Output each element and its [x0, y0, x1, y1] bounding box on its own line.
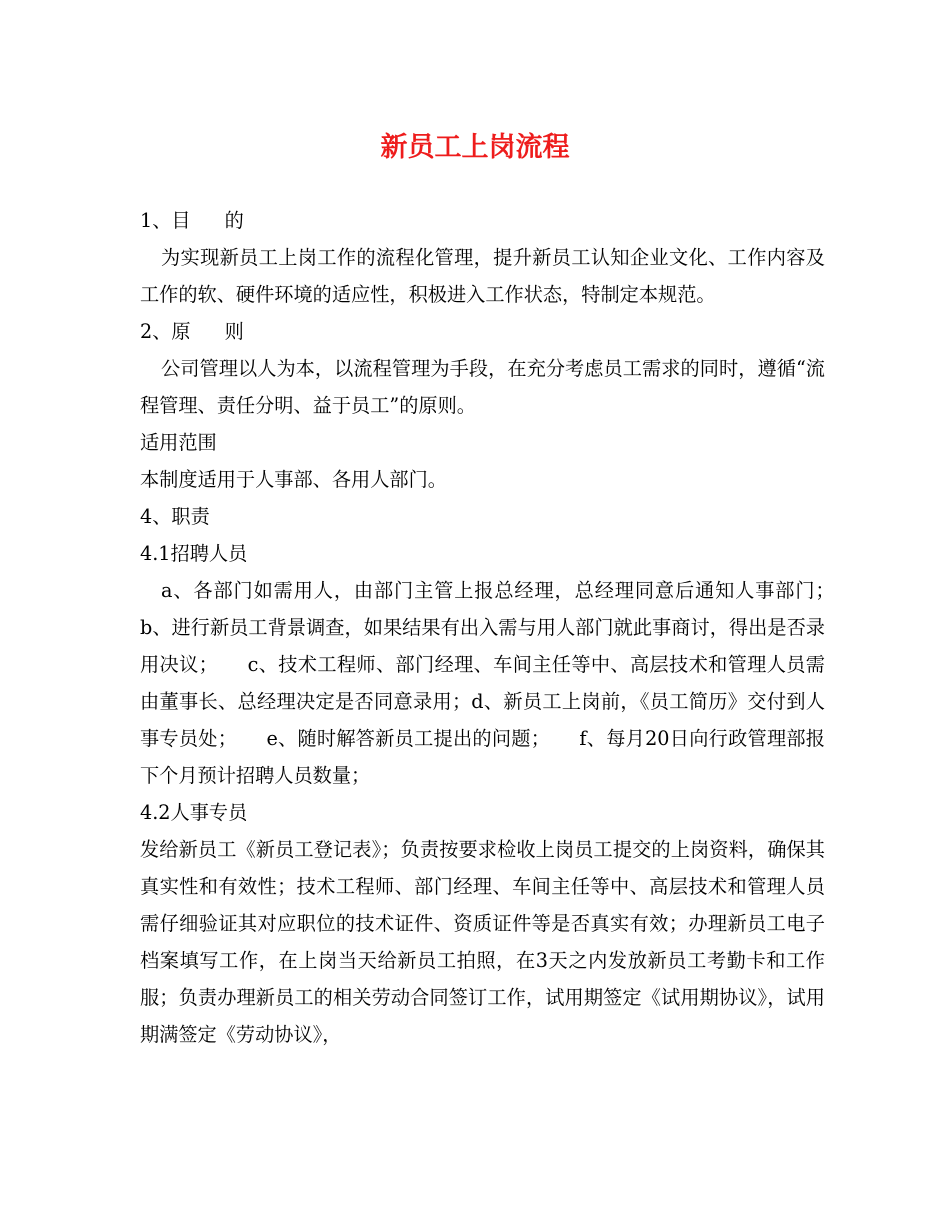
hr-paragraph: 发给新员工《新员工登记表》；负责按要求检收上岗员工提交的上岗资料，确保其真实性和有效性；技术工程师、部门经理、车间主任等中、高层技术和管理人员需仔细验证其对应职位的技术证件、资质证件等是否真实有效；办理新员工电子档案填写工作，在上岗当天给新员工拍照，在3天之内发放新员工考勤卡和工作服；负责办理新员工的相关劳动合同签订工作，试用期签定《试用期协议》，试用期满签定《劳动协议》， — [140, 838, 825, 1046]
recruiter-paragraph: a、各部门如需用人，由部门主管上报总经理，总经理同意后通知人事部门； b、进行新员工背景调查，如果结果有出入需与用人部门就此事商讨，得出是否录用决议； c、技术工程师、部门经理、车间主任等中、高层技术和管理人员需由董事长、总经理决定是否同意录用；d、新员工上岗前，《员工简历》交付到人事专员处； e、随时解答新员工提出的问题； f、每月20日向行政管理部报下个月预计招聘人员数量； — [140, 579, 864, 787]
purpose-heading-number: 1、目 — [140, 209, 191, 232]
principle-heading-word: 则 — [224, 320, 244, 343]
purpose-paragraph: 为实现新员工上岗工作的流程化管理，提升新员工认知企业文化、工作内容及工作的软、硬件环境的适应性，积极进入工作状态，特制定本规范。 — [140, 246, 825, 306]
section-heading-principle — [140, 313, 825, 350]
section-heading-duties: 4、职责 — [140, 505, 210, 528]
document-title: 新员工上岗流程 — [380, 132, 570, 163]
document-body — [140, 202, 864, 1053]
principle-paragraph: 公司管理以人为本，以流程管理为手段，在充分考虑员工需求的同时，遵循“流程管理、责任分明、益于员工”的原则。 — [140, 357, 825, 417]
subsection-heading-recruiter: 4.1招聘人员 — [140, 542, 248, 565]
principle-heading-number: 2、原 — [140, 320, 191, 343]
purpose-heading-word: 的 — [224, 209, 244, 232]
section-heading-purpose — [140, 202, 825, 239]
subsection-heading-hr: 4.2人事专员 — [140, 801, 248, 824]
scope-paragraph: 本制度适用于人事部、各用人部门。 — [140, 468, 447, 491]
section-heading-scope: 适用范围 — [140, 431, 217, 454]
